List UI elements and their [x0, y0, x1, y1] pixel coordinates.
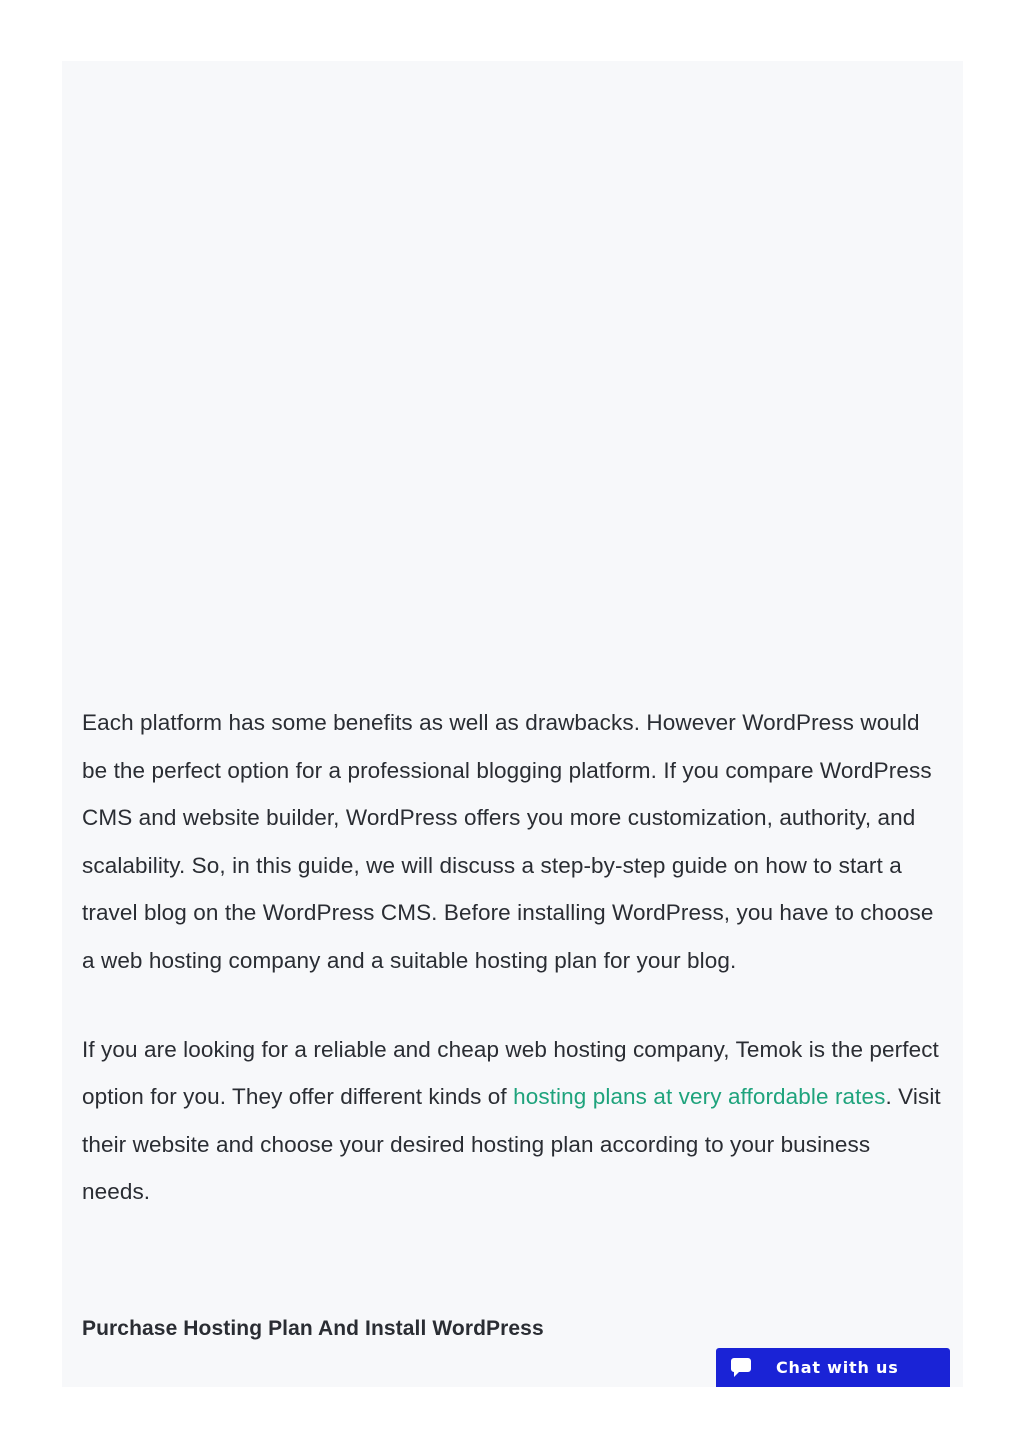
- chat-bubble-icon: [729, 1357, 753, 1379]
- featured-image-area: [62, 61, 963, 691]
- chat-label: Chat with us: [776, 1358, 899, 1377]
- section-heading: Purchase Hosting Plan And Install WordPress: [82, 1317, 544, 1340]
- article-body: [82, 699, 944, 1257]
- article-paragraph: [82, 1026, 944, 1216]
- article-paragraph: Each platform has some benefits as well as drawbacks. However WordPress would be the perfect option for a professional blogging platform. If you compare WordPress CMS and website builder, WordPress offers you more customization, authority, and scalability. So, in this guide, we will discuss a step-by-step guide on how to start a travel blog on the WordPress CMS. Before installing WordPress, you have to choose a web hosting company and a suitable hosting plan for your blog.: [82, 710, 934, 973]
- chat-with-us-button[interactable]: [716, 1348, 950, 1387]
- hosting-plans-link[interactable]: hosting plans at very affordable rates: [513, 1084, 886, 1110]
- article-card: [62, 61, 963, 1387]
- paragraph-text: . Visit their website and choose your desired hosting plan according to your business needs.: [82, 1084, 941, 1205]
- paragraph-text: If you are looking for a reliable and cheap web hosting company, Temok is the perfect option for you. They offer different kinds of: [82, 1036, 939, 1110]
